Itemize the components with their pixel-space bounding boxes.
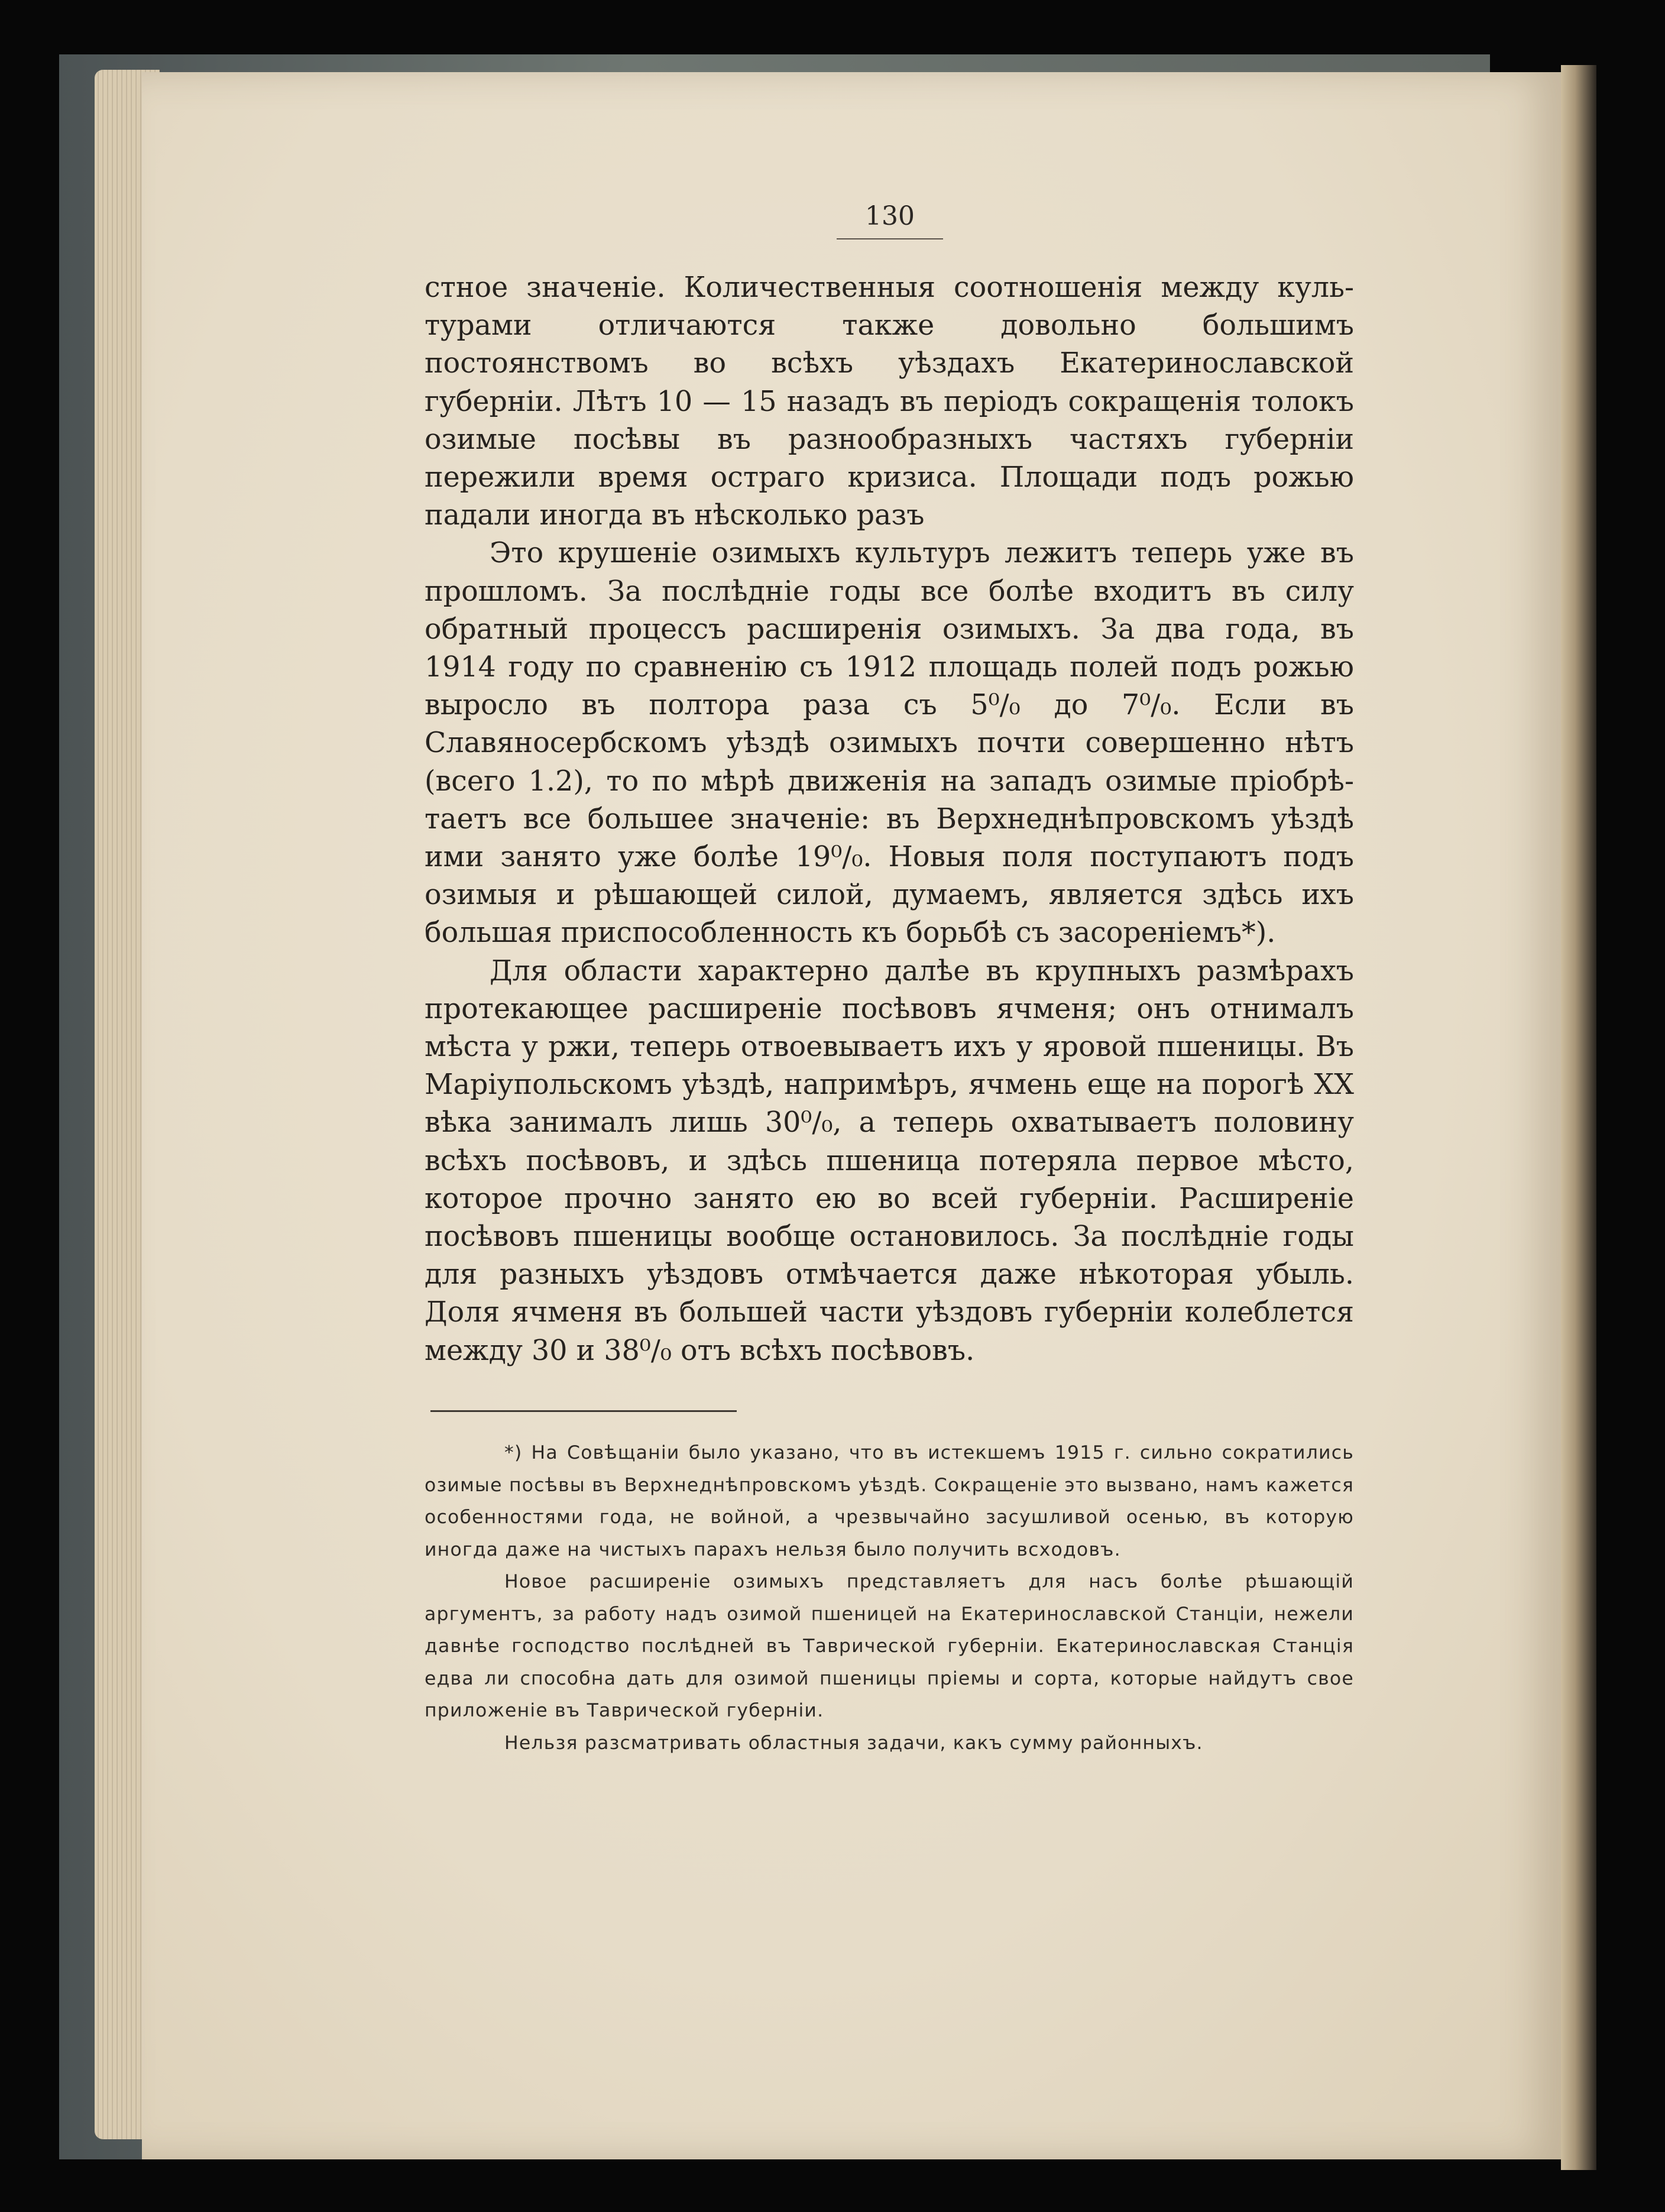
body-paragraph-1: стное значеніе. Количественныя соотношенія между культурами отличаются также довольно большимъ постоянствомъ во всѣхъ уѣздахъ Екатеринославской губерніи. Лѣтъ 10 — 15 назадъ въ періодъ сокращенія толокъ озимые посѣвы въ разнообразныхъ частяхъ губерніи пережили время остраго кризиса. Площади подъ рожью падали иногда въ нѣсколько разъ xyxy=(425,271,1354,532)
footnote-3: Нельзя разсматривать областныя задачи, какъ сумму районныхъ. xyxy=(504,1732,1203,1754)
footnote-1: *) На Совѣщаніи было указано, что въ истекшемъ 1915 г. сильно сократились озимые посѣвы въ Верхнеднѣпровскомъ уѣздѣ. Сокращеніе это вызвано, намъ кажется особенностями года, не войной, а чрезвычайно засушливой осенью, въ которую иногда даже на чистыхъ парахъ нельзя было получить всходовъ. xyxy=(425,1442,1354,1560)
body-text xyxy=(425,269,1354,1370)
body-paragraph-2: Это крушеніе озимыхъ культуръ лежитъ теперь уже въ прошломъ. За послѣдніе годы все болѣе входитъ въ силу обратный процессъ расширенія озимыхъ. За два года, въ 1914 году по сравненію съ 1912 площадь полей подъ рожью выросло въ полтора раза съ 5⁰/₀ до 7⁰/₀. Если въ Славяносербскомъ уѣздѣ озимыхъ почти совершенно нѣтъ (всего 1.2), то по мѣрѣ движенія на западъ озимые пріобрѣтаетъ все большее значеніе: въ Верхнеднѣпровскомъ уѣздѣ ими занято уже болѣе 19⁰/₀. Новыя поля поступаютъ подъ озимыя и рѣшающей силой, думаемъ, является здѣсь ихъ большая приспособленность къ борьбѣ съ засореніемъ*). xyxy=(425,537,1354,950)
page-number: 130 xyxy=(837,201,943,239)
footnote-2: Новое расширеніе озимыхъ представляетъ для насъ болѣе рѣшающій аргументъ, за работу надъ озимой пшеницей на Екатеринославской Станціи, нежели давнѣе господство послѣдней въ Таврической губерніи. Екатеринославская Станція едва ли способна дать для озимой пшеницы пріемы и сорта, которые найдутъ свое приложеніе въ Таврической губерніи. xyxy=(425,1571,1354,1721)
footnote-divider xyxy=(430,1410,737,1412)
book-spine xyxy=(1561,65,1596,2170)
body-paragraph-3: Для области характерно далѣе въ крупныхъ размѣрахъ протекающее расширеніе посѣвовъ ячменя; онъ отнималъ мѣста у ржи, теперь отвоевываетъ ихъ у яровой пшеницы. Въ Маріупольскомъ уѣздѣ, напримѣръ, ячмень еще на порогѣ XX вѣка занималъ лишь 30⁰/₀, а теперь охватываетъ половину всѣхъ посѣвовъ, и здѣсь пшеница потеряла первое мѣсто, которое прочно занято ею во всей губерніи. Расширеніе посѣвовъ пшеницы вообще остановилось. За послѣдніе годы для разныхъ уѣздовъ отмѣчается даже нѣкоторая убыль. Доля ячменя въ большей части уѣздовъ губерніи колеблется между 30 и 38⁰/₀ отъ всѣхъ посѣвовъ. xyxy=(425,954,1354,1367)
footnotes xyxy=(425,1437,1354,1759)
